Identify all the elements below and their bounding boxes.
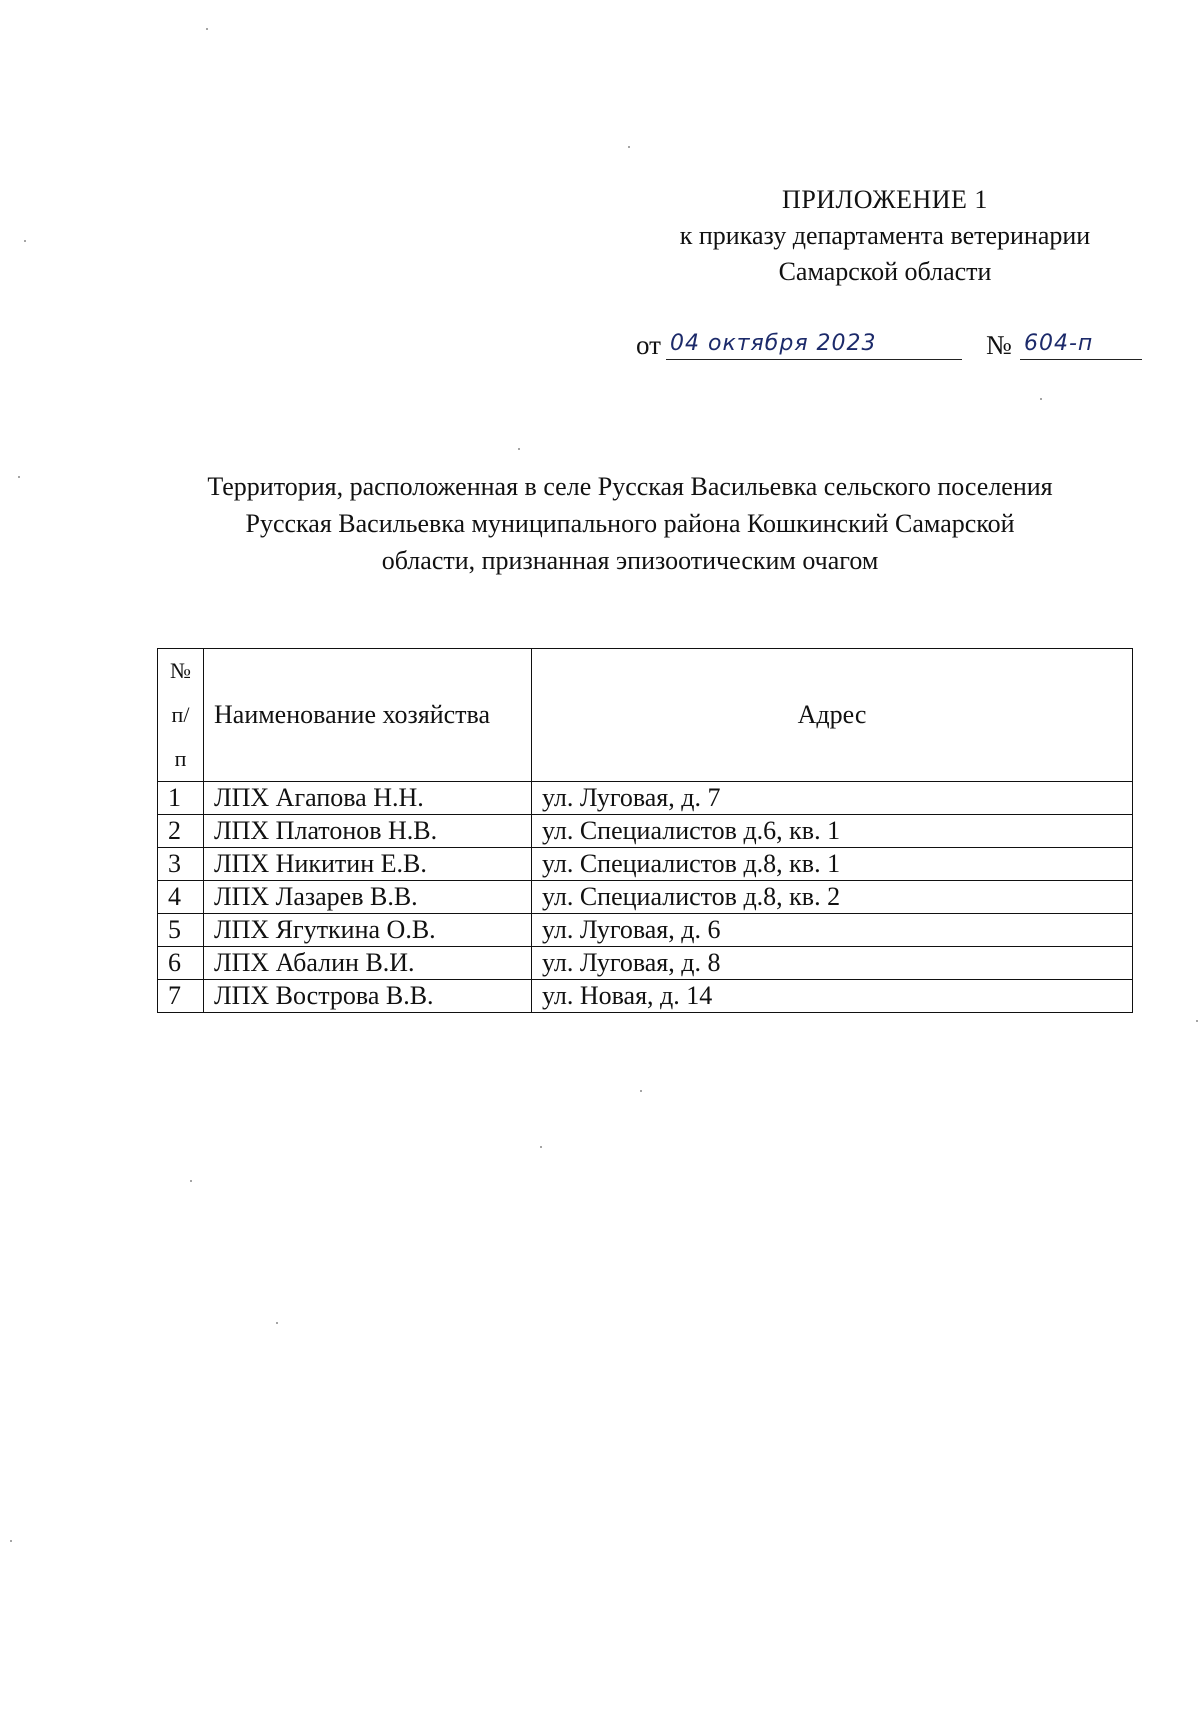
farm-name: ЛПХ Платонов Н.В.	[204, 815, 532, 848]
order-date-number-line	[636, 330, 1156, 370]
appendix-title: ПРИЛОЖЕНИЕ 1	[782, 185, 988, 214]
title-line-2: Русская Васильевка муниципального района Кошкинский Самарской	[245, 509, 1015, 538]
farm-name: ЛПХ Никитин Е.В.	[204, 848, 532, 881]
table-row	[158, 914, 1133, 947]
farm-name: ЛПХ Агапова Н.Н.	[204, 782, 532, 815]
table-row	[158, 980, 1133, 1013]
scan-speck	[18, 476, 20, 478]
row-number: 4	[158, 881, 204, 914]
row-number: 2	[158, 815, 204, 848]
title-line-3: области, признанная эпизоотическим очагом	[381, 546, 879, 575]
header-number-abbr: п/п	[171, 702, 190, 771]
scan-speck	[640, 1090, 642, 1092]
farm-address: ул. Новая, д. 14	[532, 980, 1133, 1013]
table-row	[158, 815, 1133, 848]
row-number: 7	[158, 980, 204, 1013]
document-title	[140, 468, 1120, 579]
title-line-1: Территория, расположенная в селе Русская Васильевка сельского поселения	[207, 472, 1053, 501]
number-label: №	[986, 330, 1012, 360]
table-row	[158, 782, 1133, 815]
scan-speck	[1196, 1020, 1198, 1022]
row-number: 5	[158, 914, 204, 947]
scan-speck	[276, 1322, 278, 1324]
farm-name: ЛПХ Ягуткина О.В.	[204, 914, 532, 947]
table-header-row	[158, 649, 1133, 782]
scan-speck	[628, 146, 630, 148]
handwritten-number: 604-п	[1020, 328, 1142, 360]
date-label: от	[636, 330, 661, 360]
scan-speck	[540, 1146, 542, 1148]
handwritten-date: 04 октября 2023	[666, 328, 962, 360]
farm-address: ул. Луговая, д. 6	[532, 914, 1133, 947]
farm-address: ул. Специалистов д.6, кв. 1	[532, 815, 1133, 848]
header-number-sign: №	[170, 658, 191, 683]
appendix-reference: к приказу департамента ветеринарии	[679, 221, 1091, 250]
scan-speck	[1040, 398, 1042, 400]
table-row	[158, 848, 1133, 881]
appendix-header	[630, 182, 1140, 290]
scan-speck	[206, 28, 208, 30]
header-number	[158, 649, 204, 782]
farm-name: ЛПХ Абалин В.И.	[204, 947, 532, 980]
scan-speck	[24, 240, 26, 242]
table-row	[158, 881, 1133, 914]
header-address: Адрес	[532, 649, 1133, 782]
appendix-region: Самарской области	[778, 257, 992, 286]
table-row	[158, 947, 1133, 980]
farm-name: ЛПХ Вострова В.В.	[204, 980, 532, 1013]
farm-address: ул. Специалистов д.8, кв. 1	[532, 848, 1133, 881]
farm-address: ул. Луговая, д. 7	[532, 782, 1133, 815]
scan-speck	[518, 448, 520, 450]
farm-address: ул. Специалистов д.8, кв. 2	[532, 881, 1133, 914]
scan-speck	[190, 1180, 192, 1182]
row-number: 3	[158, 848, 204, 881]
farm-name: ЛПХ Лазарев В.В.	[204, 881, 532, 914]
header-farm-name: Наименование хозяйства	[204, 649, 532, 782]
row-number: 6	[158, 947, 204, 980]
farms-table	[157, 648, 1133, 1013]
scan-speck	[10, 1540, 12, 1542]
row-number: 1	[158, 782, 204, 815]
farm-address: ул. Луговая, д. 8	[532, 947, 1133, 980]
